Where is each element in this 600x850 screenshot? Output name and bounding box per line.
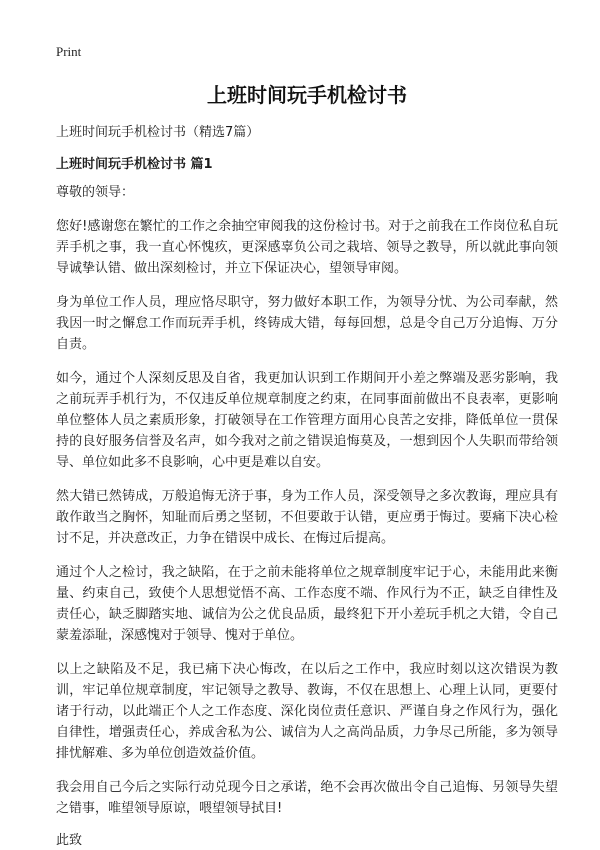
paragraph-6: 以上之缺陷及不足，我已痛下决心悔改，在以后之工作中，我应时刻以这次错误为教训，牢记单位规章制度，牢记领导之教导、教诲，不仅在思想上、心理上认同，更要付诸于行动，以此端正个人之工作态度、深化岗位责任意识、严谨自身之作风行为，强化自律性，增强责任心，养成舍私为公、诚信为人之高尚品质，力争尽己所能，多为领导排忧解难、多为单位创造效益价值。 xyxy=(56,662,558,761)
paragraph-4: 然大错已然铸成，万般追悔无济于事，身为工作人员，深受领导之多次教诲，理应具有敢作敢当之胸怀，知耻而后勇之坚韧，不但要敢于认错，更应勇于悔过。要痛下决心检讨不足，并决意改正，力争在错误中成长、在悔过后提高。 xyxy=(56,489,558,546)
paragraph-3: 如今，通过个人深刻反思及自省，我更加认识到工作期间开小差之弊端及恶劣影响，我之前玩弄手机行为，不仅违反单位规章制度之约束，在同事面前做出不良表率，更影响单位整体人员之素质形象，打破领导在工作管理方面用心良苦之安排，降低单位一贯保持的良好服务信誉及名声，如今我对之前之错误追悔莫及，一想到因个人失职而带给领导、单位如此多不良影响，心中更是难以自安。 xyxy=(56,371,558,470)
closing: 此致 xyxy=(56,833,83,848)
document-title: 上班时间玩手机检讨书 xyxy=(207,83,407,107)
section-heading: 上班时间玩手机检讨书 篇1 xyxy=(56,157,213,172)
print-link[interactable]: Print xyxy=(56,44,82,59)
paragraph-7: 我会用自己今后之实际行动兑现今日之承诺，绝不会再次做出令自己追悔、另领导失望之错事，唯望领导原谅，喂望领导拭目! xyxy=(56,780,558,816)
paragraph-1: 您好!感谢您在繁忙的工作之余抽空审阅我的这份检讨书。对于之前我在工作岗位私自玩弄手机之事，我一直心怀愧疚，更深感辜负公司之栽培、领导之教导，所以就此事向领导诚挚认错、做出深刻检讨，并立下保证决心，望领导审阅。 xyxy=(56,219,558,276)
paragraph-2: 身为单位工作人员，理应恪尽职守，努力做好本职工作，为领导分忧、为公司奉献，然我因一时之懈怠工作而玩弄手机，终铸成大错，每每回想，总是令自己万分追悔、万分自责。 xyxy=(56,295,558,352)
paragraph-5: 通过个人之检讨，我之缺陷，在于之前未能将单位之规章制度牢记于心，未能用此来衡量、约束自己，致使个人思想觉悟不高、工作态度不端、作风行为不正，缺乏自律性及责任心，缺乏脚踏实地、诚信为公之优良品质，最终犯下开小差玩手机之大错，令自己蒙羞添耻，深感愧对于领导、愧对于单位。 xyxy=(56,565,558,643)
document-subtitle: 上班时间玩手机检讨书（精选7篇） xyxy=(56,125,260,140)
salutation: 尊敬的领导： xyxy=(56,185,135,200)
